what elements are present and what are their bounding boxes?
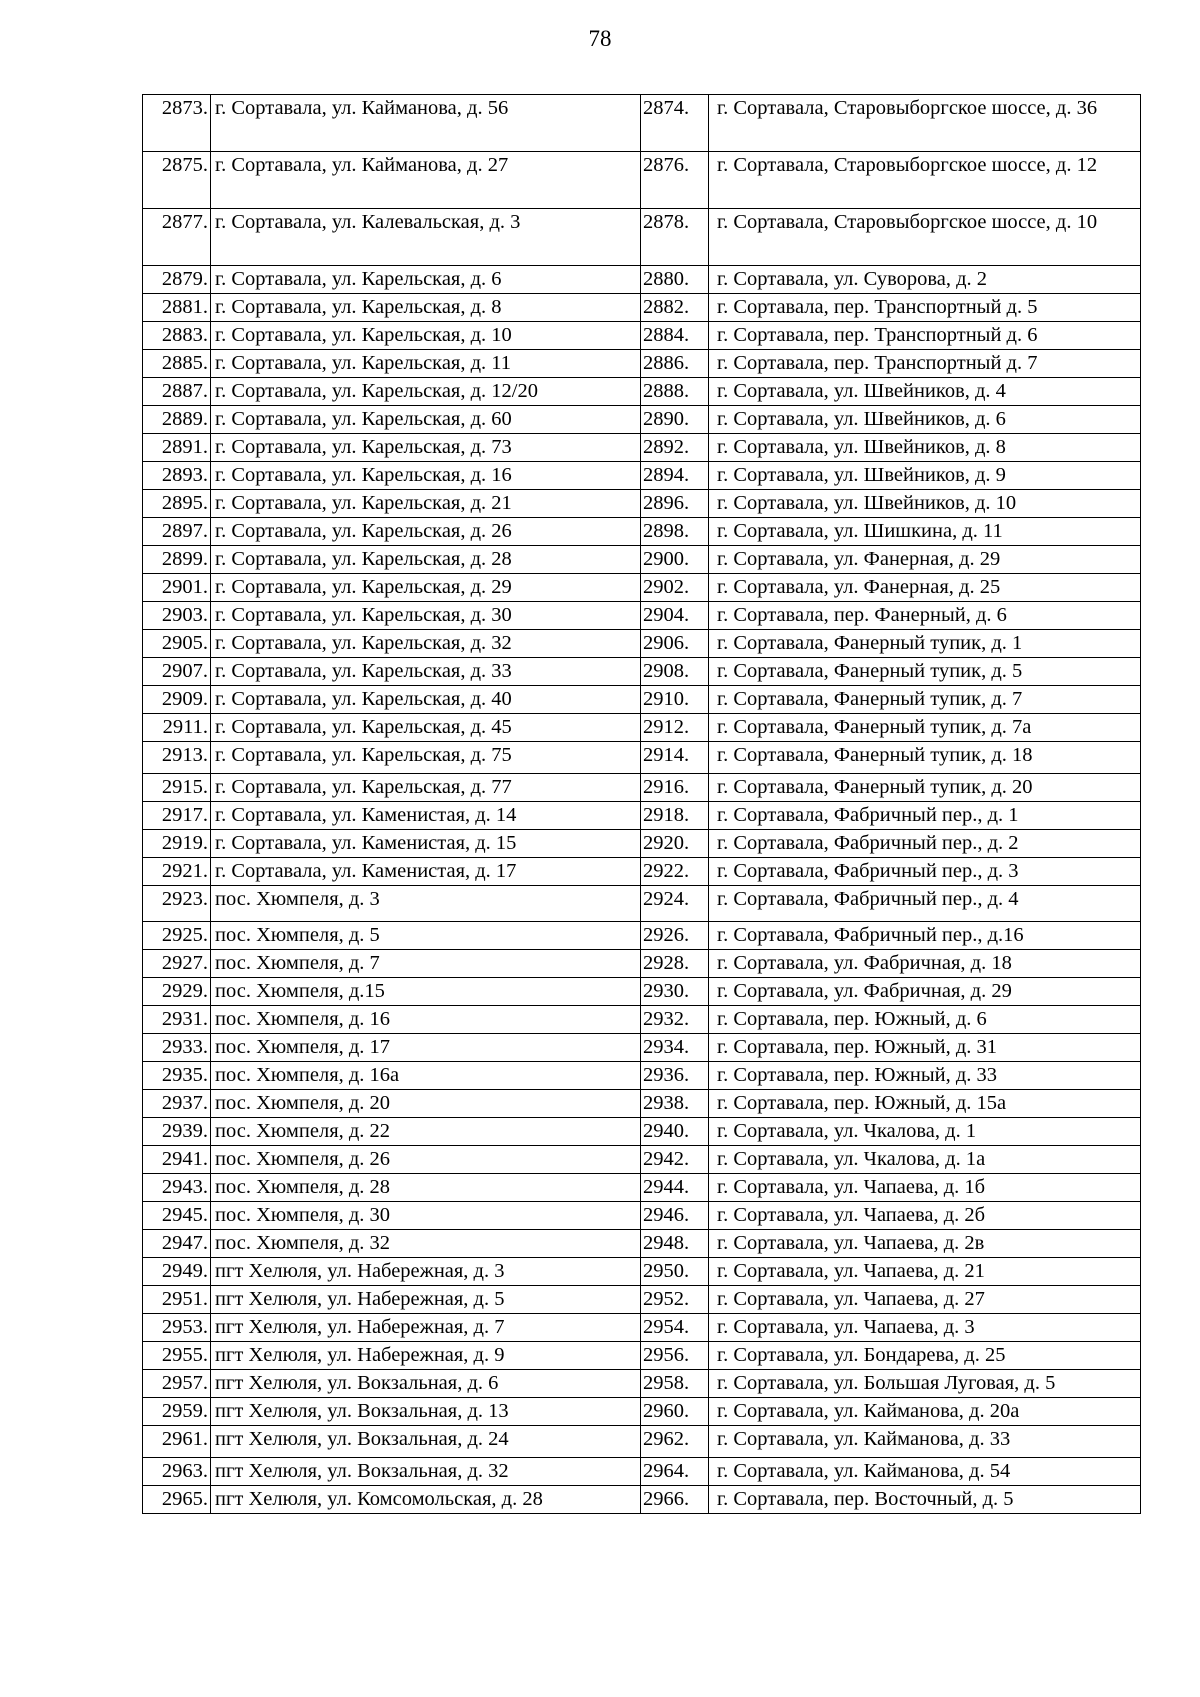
entry-address-right: г. Сортавала, Фанерный тупик, д. 1	[709, 630, 1141, 658]
entry-number-left: 2913.	[143, 742, 211, 774]
entry-number-right: 2884.	[641, 322, 709, 350]
entry-address-right: г. Сортавала, ул. Фанерная, д. 29	[709, 546, 1141, 574]
table-row	[143, 886, 1141, 922]
table-row	[143, 490, 1141, 518]
table-row	[143, 1486, 1141, 1514]
entry-address-left: г. Сортавала, ул. Карельская, д. 12/20	[211, 378, 641, 406]
entry-number-left: 2951.	[143, 1286, 211, 1314]
entry-number-left: 2949.	[143, 1258, 211, 1286]
entry-number-right: 2948.	[641, 1230, 709, 1258]
entry-number-right: 2908.	[641, 658, 709, 686]
entry-number-right: 2956.	[641, 1342, 709, 1370]
entry-number-left: 2965.	[143, 1486, 211, 1514]
entry-number-left: 2879.	[143, 266, 211, 294]
entry-address-left: пгт Хелюля, ул. Набережная, д. 5	[211, 1286, 641, 1314]
entry-number-right: 2946.	[641, 1202, 709, 1230]
entry-number-right: 2924.	[641, 886, 709, 922]
entry-number-left: 2937.	[143, 1090, 211, 1118]
entry-address-left: г. Сортавала, ул. Карельская, д. 32	[211, 630, 641, 658]
entry-address-right: г. Сортавала, пер. Транспортный д. 7	[709, 350, 1141, 378]
entry-number-left: 2911.	[143, 714, 211, 742]
entry-address-left: пос. Хюмпеля, д. 26	[211, 1146, 641, 1174]
entry-number-right: 2932.	[641, 1006, 709, 1034]
entry-address-left: г. Сортавала, ул. Карельская, д. 45	[211, 714, 641, 742]
entry-address-right: г. Сортавала, ул. Швейников, д. 6	[709, 406, 1141, 434]
entry-number-right: 2928.	[641, 950, 709, 978]
entry-address-right: г. Сортавала, Фанерный тупик, д. 7а	[709, 714, 1141, 742]
entry-number-right: 2916.	[641, 774, 709, 802]
entry-address-right: г. Сортавала, Старовыборгское шоссе, д. 12	[709, 152, 1141, 209]
entry-number-left: 2903.	[143, 602, 211, 630]
entry-number-right: 2930.	[641, 978, 709, 1006]
entry-number-right: 2890.	[641, 406, 709, 434]
entry-number-right: 2938.	[641, 1090, 709, 1118]
entry-address-right: г. Сортавала, ул. Кайманова, д. 33	[709, 1426, 1141, 1458]
entry-number-right: 2876.	[641, 152, 709, 209]
entry-number-right: 2942.	[641, 1146, 709, 1174]
entry-address-left: г. Сортавала, ул. Карельская, д. 77	[211, 774, 641, 802]
table-row	[143, 1342, 1141, 1370]
entry-number-left: 2941.	[143, 1146, 211, 1174]
entry-number-left: 2923.	[143, 886, 211, 922]
entry-address-right: г. Сортавала, ул. Фанерная, д. 25	[709, 574, 1141, 602]
table-row	[143, 1146, 1141, 1174]
entry-number-left: 2935.	[143, 1062, 211, 1090]
entry-address-right: г. Сортавала, Фанерный тупик, д. 20	[709, 774, 1141, 802]
entry-number-right: 2886.	[641, 350, 709, 378]
entry-address-right: г. Сортавала, ул. Фабричная, д. 18	[709, 950, 1141, 978]
table-row	[143, 858, 1141, 886]
entry-number-left: 2947.	[143, 1230, 211, 1258]
entry-address-left: г. Сортавала, ул. Карельская, д. 75	[211, 742, 641, 774]
entry-address-left: пос. Хюмпеля, д. 32	[211, 1230, 641, 1258]
entry-address-right: г. Сортавала, ул. Суворова, д. 2	[709, 266, 1141, 294]
entry-address-left: г. Сортавала, ул. Карельская, д. 10	[211, 322, 641, 350]
entry-number-right: 2902.	[641, 574, 709, 602]
entry-address-left: г. Сортавала, ул. Карельская, д. 21	[211, 490, 641, 518]
table-row	[143, 378, 1141, 406]
entry-number-right: 2954.	[641, 1314, 709, 1342]
table-row	[143, 1202, 1141, 1230]
entry-address-right: г. Сортавала, Старовыборгское шоссе, д. 36	[709, 95, 1141, 152]
entry-address-right: г. Сортавала, ул. Чапаева, д. 2в	[709, 1230, 1141, 1258]
entry-number-right: 2914.	[641, 742, 709, 774]
table-row	[143, 1118, 1141, 1146]
entry-number-left: 2929.	[143, 978, 211, 1006]
table-row	[143, 658, 1141, 686]
entry-address-right: г. Сортавала, Старовыборгское шоссе, д. 10	[709, 209, 1141, 266]
entry-address-right: г. Сортавала, пер. Южный, д. 6	[709, 1006, 1141, 1034]
address-table-body	[143, 95, 1141, 1514]
entry-address-left: пос. Хюмпеля, д. 3	[211, 886, 641, 922]
table-row	[143, 1034, 1141, 1062]
entry-number-right: 2910.	[641, 686, 709, 714]
entry-address-right: г. Сортавала, Фабричный пер., д. 2	[709, 830, 1141, 858]
entry-number-left: 2921.	[143, 858, 211, 886]
entry-address-left: г. Сортавала, ул. Карельская, д. 6	[211, 266, 641, 294]
entry-number-left: 2939.	[143, 1118, 211, 1146]
entry-address-right: г. Сортавала, Фабричный пер., д.16	[709, 922, 1141, 950]
entry-number-left: 2943.	[143, 1174, 211, 1202]
entry-number-right: 2918.	[641, 802, 709, 830]
entry-address-right: г. Сортавала, ул. Чапаева, д. 1б	[709, 1174, 1141, 1202]
entry-number-left: 2873.	[143, 95, 211, 152]
entry-number-right: 2906.	[641, 630, 709, 658]
entry-number-right: 2922.	[641, 858, 709, 886]
entry-address-left: пос. Хюмпеля, д. 17	[211, 1034, 641, 1062]
table-row	[143, 1398, 1141, 1426]
table-row	[143, 209, 1141, 266]
entry-address-right: г. Сортавала, пер. Транспортный д. 5	[709, 294, 1141, 322]
entry-number-left: 2959.	[143, 1398, 211, 1426]
table-row	[143, 630, 1141, 658]
entry-address-right: г. Сортавала, Фабричный пер., д. 1	[709, 802, 1141, 830]
entry-number-left: 2875.	[143, 152, 211, 209]
entry-number-left: 2899.	[143, 546, 211, 574]
table-row	[143, 602, 1141, 630]
entry-number-left: 2931.	[143, 1006, 211, 1034]
table-row	[143, 830, 1141, 858]
entry-address-left: пгт Хелюля, ул. Вокзальная, д. 32	[211, 1458, 641, 1486]
table-row	[143, 802, 1141, 830]
entry-address-right: г. Сортавала, ул. Кайманова, д. 20а	[709, 1398, 1141, 1426]
entry-address-right: г. Сортавала, ул. Бондарева, д. 25	[709, 1342, 1141, 1370]
entry-address-right: г. Сортавала, Фанерный тупик, д. 7	[709, 686, 1141, 714]
entry-address-right: г. Сортавала, ул. Чапаева, д. 27	[709, 1286, 1141, 1314]
table-row	[143, 1286, 1141, 1314]
entry-number-left: 2883.	[143, 322, 211, 350]
entry-number-left: 2945.	[143, 1202, 211, 1230]
entry-number-left: 2957.	[143, 1370, 211, 1398]
entry-address-right: г. Сортавала, Фанерный тупик, д. 5	[709, 658, 1141, 686]
entry-number-left: 2895.	[143, 490, 211, 518]
entry-address-left: г. Сортавала, ул. Карельская, д. 30	[211, 602, 641, 630]
table-row	[143, 434, 1141, 462]
table-row	[143, 1458, 1141, 1486]
entry-address-left: г. Сортавала, ул. Кайманова, д. 56	[211, 95, 641, 152]
table-row	[143, 1370, 1141, 1398]
entry-number-left: 2915.	[143, 774, 211, 802]
entry-address-left: г. Сортавала, ул. Калевальская, д. 3	[211, 209, 641, 266]
table-row	[143, 322, 1141, 350]
entry-number-right: 2892.	[641, 434, 709, 462]
entry-address-left: пос. Хюмпеля, д. 22	[211, 1118, 641, 1146]
entry-address-right: г. Сортавала, пер. Транспортный д. 6	[709, 322, 1141, 350]
entry-number-left: 2885.	[143, 350, 211, 378]
entry-address-left: пгт Хелюля, ул. Вокзальная, д. 13	[211, 1398, 641, 1426]
table-row	[143, 1314, 1141, 1342]
entry-number-right: 2900.	[641, 546, 709, 574]
entry-number-left: 2891.	[143, 434, 211, 462]
table-row	[143, 574, 1141, 602]
entry-number-right: 2894.	[641, 462, 709, 490]
entry-address-left: г. Сортавала, ул. Каменистая, д. 15	[211, 830, 641, 858]
table-row	[143, 922, 1141, 950]
entry-address-right: г. Сортавала, Фабричный пер., д. 3	[709, 858, 1141, 886]
table-row	[143, 1090, 1141, 1118]
entry-address-right: г. Сортавала, ул. Швейников, д. 4	[709, 378, 1141, 406]
table-row	[143, 462, 1141, 490]
table-row	[143, 978, 1141, 1006]
entry-address-right: г. Сортавала, пер. Южный, д. 33	[709, 1062, 1141, 1090]
entry-address-right: г. Сортавала, ул. Швейников, д. 10	[709, 490, 1141, 518]
entry-number-right: 2958.	[641, 1370, 709, 1398]
entry-address-left: г. Сортавала, ул. Каменистая, д. 14	[211, 802, 641, 830]
table-row	[143, 1006, 1141, 1034]
entry-address-left: пгт Хелюля, ул. Набережная, д. 7	[211, 1314, 641, 1342]
entry-number-left: 2955.	[143, 1342, 211, 1370]
table-row	[143, 950, 1141, 978]
entry-address-left: г. Сортавала, ул. Карельская, д. 40	[211, 686, 641, 714]
entry-address-left: г. Сортавала, ул. Кайманова, д. 27	[211, 152, 641, 209]
entry-number-left: 2963.	[143, 1458, 211, 1486]
entry-number-right: 2940.	[641, 1118, 709, 1146]
entry-number-left: 2881.	[143, 294, 211, 322]
entry-address-left: пос. Хюмпеля, д. 16а	[211, 1062, 641, 1090]
entry-number-right: 2926.	[641, 922, 709, 950]
entry-address-left: пос. Хюмпеля, д. 5	[211, 922, 641, 950]
entry-number-right: 2936.	[641, 1062, 709, 1090]
entry-number-right: 2904.	[641, 602, 709, 630]
table-row	[143, 406, 1141, 434]
table-row	[143, 546, 1141, 574]
entry-number-right: 2880.	[641, 266, 709, 294]
table-row	[143, 774, 1141, 802]
entry-address-left: пгт Хелюля, ул. Комсомольская, д. 28	[211, 1486, 641, 1514]
entry-number-left: 2919.	[143, 830, 211, 858]
entry-number-right: 2950.	[641, 1258, 709, 1286]
table-row	[143, 350, 1141, 378]
entry-address-right: г. Сортавала, пер. Южный, д. 31	[709, 1034, 1141, 1062]
entry-address-left: г. Сортавала, ул. Карельская, д. 26	[211, 518, 641, 546]
entry-address-right: г. Сортавала, ул. Шишкина, д. 11	[709, 518, 1141, 546]
entry-address-left: г. Сортавала, ул. Карельская, д. 73	[211, 434, 641, 462]
entry-number-left: 2917.	[143, 802, 211, 830]
entry-address-left: пос. Хюмпеля, д. 7	[211, 950, 641, 978]
table-row	[143, 1426, 1141, 1458]
entry-number-right: 2888.	[641, 378, 709, 406]
table-row	[143, 518, 1141, 546]
entry-number-right: 2896.	[641, 490, 709, 518]
entry-number-right: 2882.	[641, 294, 709, 322]
entry-address-right: г. Сортавала, ул. Большая Луговая, д. 5	[709, 1370, 1141, 1398]
entry-address-left: пос. Хюмпеля, д. 20	[211, 1090, 641, 1118]
entry-number-right: 2952.	[641, 1286, 709, 1314]
table-row	[143, 152, 1141, 209]
entry-address-right: г. Сортавала, пер. Восточный, д. 5	[709, 1486, 1141, 1514]
page-number: 78	[588, 26, 612, 51]
entry-address-right: г. Сортавала, ул. Чапаева, д. 21	[709, 1258, 1141, 1286]
table-row	[143, 294, 1141, 322]
address-table	[142, 94, 1141, 1514]
entry-address-left: г. Сортавала, ул. Карельская, д. 28	[211, 546, 641, 574]
entry-number-left: 2953.	[143, 1314, 211, 1342]
entry-number-left: 2889.	[143, 406, 211, 434]
entry-address-left: пос. Хюмпеля, д. 28	[211, 1174, 641, 1202]
entry-address-left: г. Сортавала, ул. Карельская, д. 33	[211, 658, 641, 686]
entry-number-left: 2901.	[143, 574, 211, 602]
entry-number-left: 2925.	[143, 922, 211, 950]
entry-number-left: 2893.	[143, 462, 211, 490]
entry-number-left: 2933.	[143, 1034, 211, 1062]
entry-number-right: 2966.	[641, 1486, 709, 1514]
table-row	[143, 266, 1141, 294]
entry-address-right: г. Сортавала, ул. Чапаева, д. 3	[709, 1314, 1141, 1342]
entry-number-left: 2909.	[143, 686, 211, 714]
entry-address-right: г. Сортавала, ул. Швейников, д. 8	[709, 434, 1141, 462]
entry-address-right: г. Сортавала, ул. Чкалова, д. 1	[709, 1118, 1141, 1146]
entry-address-right: г. Сортавала, пер. Южный, д. 15а	[709, 1090, 1141, 1118]
entry-number-right: 2964.	[641, 1458, 709, 1486]
entry-address-right: г. Сортавала, ул. Чкалова, д. 1а	[709, 1146, 1141, 1174]
entry-address-left: пос. Хюмпеля, д.15	[211, 978, 641, 1006]
entry-address-left: пгт Хелюля, ул. Вокзальная, д. 24	[211, 1426, 641, 1458]
entry-address-left: пос. Хюмпеля, д. 16	[211, 1006, 641, 1034]
table-row	[143, 686, 1141, 714]
entry-number-right: 2934.	[641, 1034, 709, 1062]
entry-address-left: г. Сортавала, ул. Карельская, д. 29	[211, 574, 641, 602]
table-row	[143, 1258, 1141, 1286]
entry-address-right: г. Сортавала, ул. Фабричная, д. 29	[709, 978, 1141, 1006]
entry-address-right: г. Сортавала, ул. Чапаева, д. 2б	[709, 1202, 1141, 1230]
entry-address-left: г. Сортавала, ул. Каменистая, д. 17	[211, 858, 641, 886]
entry-address-right: г. Сортавала, Фабричный пер., д. 4	[709, 886, 1141, 922]
entry-number-left: 2927.	[143, 950, 211, 978]
entry-address-right: г. Сортавала, ул. Швейников, д. 9	[709, 462, 1141, 490]
entry-number-left: 2907.	[143, 658, 211, 686]
table-row	[143, 714, 1141, 742]
entry-number-right: 2960.	[641, 1398, 709, 1426]
entry-address-left: пгт Хелюля, ул. Набережная, д. 9	[211, 1342, 641, 1370]
entry-address-left: пгт Хелюля, ул. Набережная, д. 3	[211, 1258, 641, 1286]
entry-number-left: 2877.	[143, 209, 211, 266]
entry-number-right: 2944.	[641, 1174, 709, 1202]
table-row	[143, 95, 1141, 152]
table-row	[143, 1230, 1141, 1258]
entry-number-left: 2887.	[143, 378, 211, 406]
entry-address-left: г. Сортавала, ул. Карельская, д. 11	[211, 350, 641, 378]
entry-address-right: г. Сортавала, Фанерный тупик, д. 18	[709, 742, 1141, 774]
entry-address-left: пос. Хюмпеля, д. 30	[211, 1202, 641, 1230]
entry-number-right: 2878.	[641, 209, 709, 266]
entry-number-right: 2898.	[641, 518, 709, 546]
entry-number-right: 2912.	[641, 714, 709, 742]
entry-number-left: 2961.	[143, 1426, 211, 1458]
table-row	[143, 1062, 1141, 1090]
entry-address-left: пгт Хелюля, ул. Вокзальная, д. 6	[211, 1370, 641, 1398]
entry-address-right: г. Сортавала, ул. Кайманова, д. 54	[709, 1458, 1141, 1486]
entry-number-right: 2920.	[641, 830, 709, 858]
entry-address-right: г. Сортавала, пер. Фанерный, д. 6	[709, 602, 1141, 630]
entry-address-left: г. Сортавала, ул. Карельская, д. 60	[211, 406, 641, 434]
entry-number-left: 2897.	[143, 518, 211, 546]
table-row	[143, 1174, 1141, 1202]
entry-address-left: г. Сортавала, ул. Карельская, д. 16	[211, 462, 641, 490]
entry-number-left: 2905.	[143, 630, 211, 658]
table-row	[143, 742, 1141, 774]
entry-address-left: г. Сортавала, ул. Карельская, д. 8	[211, 294, 641, 322]
entry-number-right: 2874.	[641, 95, 709, 152]
entry-number-right: 2962.	[641, 1426, 709, 1458]
